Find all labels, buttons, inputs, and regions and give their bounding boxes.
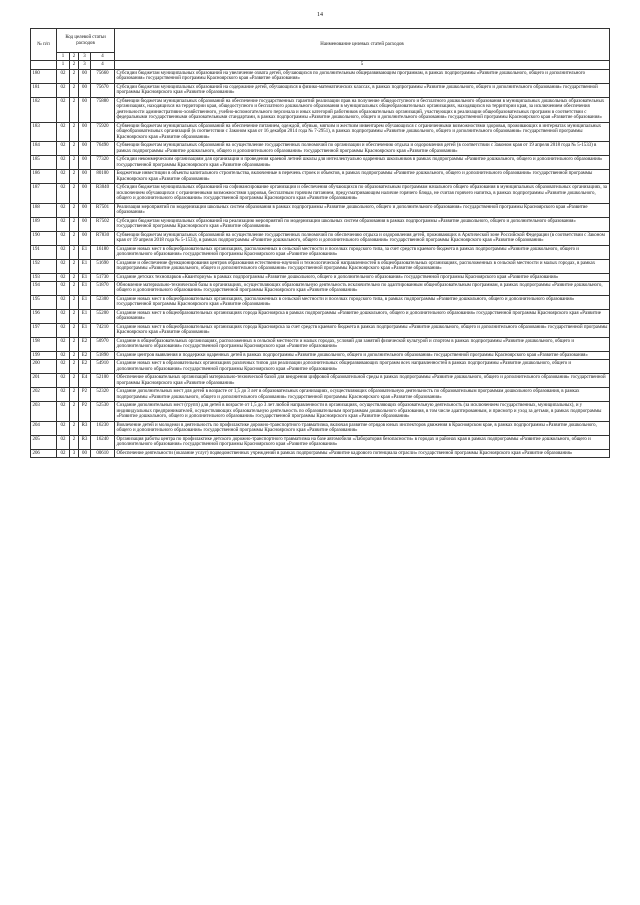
page-number: 14 <box>317 12 323 18</box>
row-number: 197 <box>31 323 57 337</box>
row-number: 204 <box>31 421 57 435</box>
code-main-event: E1 <box>79 273 91 281</box>
code-direction: 55200 <box>91 309 115 323</box>
col-header-code-4: 4 <box>91 53 115 61</box>
row-number: 185 <box>31 156 57 170</box>
table-row <box>31 97 610 122</box>
code-main-event: 00 <box>79 69 91 83</box>
code-subprogram: 2 <box>70 156 79 170</box>
code-direction: 52530 <box>91 402 115 421</box>
code-program: 02 <box>57 97 70 122</box>
table-row <box>31 184 610 203</box>
code-program: 02 <box>57 295 70 309</box>
table-row <box>31 273 610 281</box>
row-number: 184 <box>31 142 57 156</box>
code-main-event: 00 <box>79 231 91 245</box>
code-subprogram: 2 <box>70 281 79 295</box>
row-description: Субвенции бюджетам муниципальных образований на обеспечение питанием, одеждой, обувью, мягким и жестким инвентарем обучающихся с ограниченными возможностями здоровья, проживающих в интернатах муниципальных общеобразовательных организаций (в соответствии с Законом края от 16 декабря 2014 года № 7-2951), в рамках подпрограммы «Развитие дошкольного, общего и дополнительного образования» государственной программы Красноярского края «Развитие образования» <box>115 122 610 141</box>
code-direction: 77320 <box>91 156 115 170</box>
column-index-row <box>31 61 610 69</box>
code-program: 02 <box>57 449 70 457</box>
row-number: 195 <box>31 295 57 309</box>
row-description: Создание новых мест в общеобразовательных организациях, расположенных в сельской местности и поселках городского типа, за счет средств краевого бюджета в рамках подпрограммы «Развитие дошкольного, общего и дополнительного образования» государственной программы Красноярского края «Развитие образования» <box>115 245 610 259</box>
code-program: 02 <box>57 337 70 351</box>
row-number: 196 <box>31 309 57 323</box>
column-index-6: 5 <box>115 61 610 69</box>
row-description: Субвенции бюджетам муниципальных образований на осуществление государственных полномочий по обеспечению отдыха и оздоровления детей, проживающих в Арктической зоне Российской Федерации (в соответствии с Законом края от 19 апреля 2018 года № 5-1533), в рамках подпрограммы «Развитие дошкольного, общего и дополнительного образования» государственной программы Красноярского края «Развитие образования» <box>115 231 610 245</box>
row-description: Создание новых мест в общеобразовательных организациях, расположенных в сельской местности и поселках городского типа, в рамках подпрограммы «Развитие дошкольного, общего и дополнительного образования» государственной программы Красноярского края «Развитие образования» <box>115 295 610 309</box>
code-program: 02 <box>57 83 70 97</box>
code-main-event: R3 <box>79 421 91 435</box>
code-main-event: 00 <box>79 203 91 217</box>
code-program: 02 <box>57 217 70 231</box>
code-program: 02 <box>57 170 70 184</box>
table-row <box>31 449 610 457</box>
code-subprogram: 2 <box>70 388 79 402</box>
code-subprogram: 2 <box>70 170 79 184</box>
code-program: 02 <box>57 69 70 83</box>
col-header-name: Наименование целевых статей расходов <box>115 29 610 61</box>
row-number: 198 <box>31 337 57 351</box>
row-description: Вовлечение детей и молодежи в деятельность по профилактике дорожно-транспортного травматизма, включая развитие отрядов юных инспекторов движения в Красноярском крае, в рамках подпрограммы «Развитие дошкольного, общего и дополнительного образования» государственной программы Красноярского края «Развитие образования» <box>115 421 610 435</box>
row-number: 192 <box>31 259 57 273</box>
row-number: 186 <box>31 170 57 184</box>
code-main-event: 00 <box>79 217 91 231</box>
code-program: 02 <box>57 309 70 323</box>
table-row <box>31 435 610 449</box>
table-row <box>31 421 610 435</box>
code-subprogram: 2 <box>70 323 79 337</box>
row-description: Субсидии некоммерческим организациям для организации и проведения краевой летней школы для интеллектуально одаренных школьников в рамках подпрограммы «Развитие дошкольного, общего и дополнительного образования» государственной программы Красноярского края «Развитие образования» <box>115 156 610 170</box>
code-program: 02 <box>57 142 70 156</box>
column-index-1 <box>31 61 57 69</box>
code-main-event: 00 <box>79 83 91 97</box>
code-direction: 52100 <box>91 374 115 388</box>
row-description: Субсидии бюджетам муниципальных образований на увеличение охвата детей, обучающихся по дополнительным общеразвивающим программам, в рамках подпрограммы «Развитие дошкольного, общего и дополнительного образования» государственной программы Красноярского края «Развитие образования» <box>115 69 610 83</box>
row-description: Обновление материально-технической базы в организациях, осуществляющих образовательную деятельность исключительно по адаптированным общеобразовательным программам, в рамках подпрограммы «Развитие дошкольного, общего и дополнительного образования» государственной программы Красноярского края «Развитие образования» <box>115 281 610 295</box>
code-subprogram: 2 <box>70 309 79 323</box>
table-row <box>31 374 610 388</box>
code-program: 02 <box>57 203 70 217</box>
row-number: 188 <box>31 203 57 217</box>
row-number: 183 <box>31 122 57 141</box>
row-number: 200 <box>31 360 57 374</box>
code-program: 02 <box>57 323 70 337</box>
code-main-event: E4 <box>79 374 91 388</box>
code-subprogram: 2 <box>70 245 79 259</box>
table-row <box>31 83 610 97</box>
table-row <box>31 217 610 231</box>
code-direction: 75920 <box>91 122 115 141</box>
code-direction: 52320 <box>91 388 115 402</box>
row-description: Создание детских технопарков «Кванториум» в рамках подпрограммы «Развитие дошкольного, общего и дополнительного образования» государственной программы Красноярского края «Развитие образования» <box>115 273 610 281</box>
code-direction: R7501 <box>91 203 115 217</box>
code-subprogram: 2 <box>70 203 79 217</box>
code-subprogram: 2 <box>70 402 79 421</box>
code-main-event: 00 <box>79 122 91 141</box>
code-program: 02 <box>57 156 70 170</box>
row-number: 187 <box>31 184 57 203</box>
col-header-code-2: 2 <box>70 53 79 61</box>
code-subprogram: 2 <box>70 231 79 245</box>
col-header-code-group: Код целевой статьи расходов <box>57 29 115 53</box>
col-header-code-1: 1 <box>57 53 70 61</box>
column-index-5: 4 <box>91 61 115 69</box>
row-number: 203 <box>31 402 57 421</box>
code-program: 02 <box>57 231 70 245</box>
code-main-event: E2 <box>79 360 91 374</box>
code-subprogram: 2 <box>70 217 79 231</box>
code-direction: 74210 <box>91 323 115 337</box>
row-number: 199 <box>31 351 57 359</box>
code-main-event: 00 <box>79 142 91 156</box>
code-program: 02 <box>57 360 70 374</box>
table-row <box>31 295 610 309</box>
code-subprogram: 2 <box>70 184 79 203</box>
code-subprogram: 3 <box>70 449 79 457</box>
row-number: 193 <box>31 273 57 281</box>
col-header-num: № п/п <box>31 29 57 61</box>
code-program: 02 <box>57 402 70 421</box>
row-description: Создание дополнительных мест (групп) для детей в возрасте от 1,5 до 3 лет любой направленности в организациях, осуществляющих образовательную деятельность (за исключением государственных, муниципальных), и у индивидуальных предпринимателей, осуществляющих образовательную деятельность по образовательным программам дошкольного образования, в том числе адаптированным, и присмотр и уход за детьми, в рамках подпрограммы «Развитие дошкольного, общего и дополнительного образования» государственной программы Красноярского края «Развитие образования» <box>115 402 610 421</box>
code-subprogram: 2 <box>70 273 79 281</box>
row-description: Бюджетные инвестиции в объекты капитального строительства, включенные в перечень строек и объектов, в рамках подпрограммы «Развитие дошкольного, общего и дополнительного образования» государственной программы Красноярского края «Развитие образования» <box>115 170 610 184</box>
row-description: Создание новых мест в общеобразовательных организациях города Красноярска за счет средств краевого бюджета в рамках подпрограммы «Развитие дошкольного, общего и дополнительного образования» государственной программы Красноярского края «Развитие образования» <box>115 323 610 337</box>
code-direction: 51870 <box>91 281 115 295</box>
code-direction: 75670 <box>91 83 115 97</box>
table-row <box>31 309 610 323</box>
code-main-event: 00 <box>79 184 91 203</box>
code-direction: 75880 <box>91 97 115 122</box>
target-articles-table <box>30 28 610 458</box>
code-direction: 16180 <box>91 245 115 259</box>
code-direction: 52300 <box>91 295 115 309</box>
code-main-event: E1 <box>79 323 91 337</box>
code-main-event: 00 <box>79 449 91 457</box>
code-main-event: E2 <box>79 351 91 359</box>
table-row <box>31 281 610 295</box>
code-direction: 16240 <box>91 435 115 449</box>
code-main-event: E1 <box>79 281 91 295</box>
code-subprogram: 2 <box>70 360 79 374</box>
code-subprogram: 2 <box>70 142 79 156</box>
row-number: 201 <box>31 374 57 388</box>
row-description: Создание дополнительных мест для детей в возрасте от 1,5 до 3 лет в образовательных организациях, осуществляющих образовательную деятельность по образовательным программам дошкольного образования, в рамках подпрограммы «Развитие дошкольного, общего и дополнительного образования» государственной программы Красноярского края «Развитие образования» <box>115 388 610 402</box>
table-row <box>31 156 610 170</box>
code-main-event: P2 <box>79 402 91 421</box>
row-number: 190 <box>31 231 57 245</box>
code-direction: 00610 <box>91 449 115 457</box>
code-direction: R7830 <box>91 231 115 245</box>
code-main-event: E2 <box>79 337 91 351</box>
code-main-event: P2 <box>79 388 91 402</box>
code-subprogram: 2 <box>70 259 79 273</box>
table-row <box>31 337 610 351</box>
code-subprogram: 2 <box>70 295 79 309</box>
row-description: Создание новых мест в общеобразовательных организациях города Красноярска в рамках подпрограммы «Развитие дошкольного, общего и дополнительного образования» государственной программы Красноярского края «Развитие образования» <box>115 309 610 323</box>
table-row <box>31 245 610 259</box>
table-row <box>31 69 610 83</box>
code-program: 02 <box>57 281 70 295</box>
column-index-2: 1 <box>57 61 70 69</box>
code-subprogram: 2 <box>70 351 79 359</box>
code-program: 02 <box>57 435 70 449</box>
code-program: 02 <box>57 388 70 402</box>
code-subprogram: 2 <box>70 69 79 83</box>
code-main-event: E1 <box>79 259 91 273</box>
code-main-event: R3 <box>79 435 91 449</box>
row-number: 191 <box>31 245 57 259</box>
code-direction: 51690 <box>91 259 115 273</box>
code-main-event: 00 <box>79 156 91 170</box>
table-row <box>31 351 610 359</box>
row-description: Создание и обеспечение функционирования центров образования естественно-научной и технологической направленностей в общеобразовательных организациях, расположенных в сельской местности и малых городах, в рамках подпрограммы «Развитие дошкольного, общего и дополнительного образования» государственной программы Красноярского края «Развитие образования» <box>115 259 610 273</box>
row-number: 182 <box>31 97 57 122</box>
row-description: Обеспечение деятельности (оказание услуг) подведомственных учреждений в рамках подпрограммы «Развитие кадрового потенциала отрасли» государственной программы Красноярского края «Развитие образования» <box>115 449 610 457</box>
table-row <box>31 259 610 273</box>
row-description: Субвенции бюджетам муниципальных образований на обеспечение государственных гарантий реализации прав на получение общедоступного и бесплатного дошкольного образования в муниципальных дошкольных образовательных организациях, находящихся на территории края, общедоступного и бесплатного дошкольного образования в муниципальных общеобразовательных организациях, находящихся на территории края, за исключением обеспечения деятельности административно-хозяйственного, учебно-вспомогательного персонала и иных категорий работников образовательных организаций, участвующих в реализации общеобразовательных программ в соответствии с федеральными государственными образовательными стандартами, в рамках подпрограммы «Развитие дошкольного, общего и дополнительного образования» государственной программы Красноярского края «Развитие образования» <box>115 97 610 122</box>
code-subprogram: 2 <box>70 97 79 122</box>
table-row <box>31 122 610 141</box>
table-row <box>31 231 610 245</box>
row-number: 206 <box>31 449 57 457</box>
code-program: 02 <box>57 184 70 203</box>
table-row <box>31 203 610 217</box>
code-program: 02 <box>57 273 70 281</box>
row-description: Создание новых мест в образовательных организациях различных типов для реализации дополнительных общеразвивающих программ всех направленностей в рамках подпрограммы «Развитие дошкольного, общего и дополнительного образования» государственной программы Красноярского края «Развитие образования» <box>115 360 610 374</box>
code-main-event: E1 <box>79 295 91 309</box>
row-description: Создание центров выявления и поддержки одаренных детей в рамках подпрограммы «Развитие дошкольного, общего и дополнительного образования» государственной программы Красноярского края «Развитие образования» <box>115 351 610 359</box>
row-description: Обеспечение образовательных организаций материально-технической базой для внедрения цифровой образовательной среды в рамках подпрограммы «Развитие дошкольного, общего и дополнительного образования» государственной программы Красноярского края «Развитие образования» <box>115 374 610 388</box>
code-main-event: E1 <box>79 245 91 259</box>
code-direction: 80100 <box>91 170 115 184</box>
row-description: Субвенции бюджетам муниципальных образований на осуществление государственных полномочий по организации и обеспечению отдыха и оздоровления детей (в соответствии с Законом края от 19 апреля 2018 года № 5-1533) в рамках подпрограммы «Развитие дошкольного, общего и дополнительного образования» государственной программы Красноярского края «Развитие образования» <box>115 142 610 156</box>
table-row <box>31 402 610 421</box>
row-description: Субсидии бюджетам муниципальных образований на софинансирование организации и обеспечения обучающихся по образовательным программам начального общего образования в муниципальных образовательных организациях, за исключением обучающихся с ограниченными возможностями здоровья, бесплатным горячим питанием, предусматривающим наличие горячего блюда, не считая горячего напитка, в рамках подпрограммы «Развитие дошкольного, общего и дополнительного образования» государственной программы Красноярского края «Развитие образования» <box>115 184 610 203</box>
code-program: 02 <box>57 351 70 359</box>
col-header-code-3: 3 <box>79 53 91 61</box>
code-program: 02 <box>57 245 70 259</box>
code-main-event: 00 <box>79 170 91 184</box>
code-direction: 51730 <box>91 273 115 281</box>
code-direction: R7502 <box>91 217 115 231</box>
code-main-event: E1 <box>79 309 91 323</box>
row-description: Субсидии бюджетам муниципальных образований на содержание детей, обучающихся в физико-математических классах, в рамках подпрограммы «Развитие дошкольного, общего и дополнительного образования» государственной программы Красноярского края «Развитие образования» <box>115 83 610 97</box>
table-row <box>31 142 610 156</box>
code-direction: 16230 <box>91 421 115 435</box>
row-number: 205 <box>31 435 57 449</box>
table-row <box>31 170 610 184</box>
code-direction: 50970 <box>91 337 115 351</box>
code-direction: 51890 <box>91 351 115 359</box>
code-direction: 76490 <box>91 142 115 156</box>
row-number: 202 <box>31 388 57 402</box>
code-subprogram: 2 <box>70 83 79 97</box>
table-row <box>31 360 610 374</box>
code-subprogram: 2 <box>70 337 79 351</box>
column-index-4: 3 <box>79 61 91 69</box>
row-number: 189 <box>31 217 57 231</box>
row-number: 180 <box>31 69 57 83</box>
code-main-event: 00 <box>79 97 91 122</box>
row-description: Создание в общеобразовательных организациях, расположенных в сельской местности и малых городах, условий для занятий физической культурой и спортом в рамках подпрограммы «Развитие дошкольного, общего и дополнительного образования» государственной программы Красноярского края «Развитие образования» <box>115 337 610 351</box>
code-program: 02 <box>57 122 70 141</box>
code-program: 02 <box>57 259 70 273</box>
code-direction: R3040 <box>91 184 115 203</box>
row-description: Реализация мероприятий по модернизации школьных систем образования в рамках подпрограммы «Развитие дошкольного, общего и дополнительного образования» государственной программы Красноярского края «Развитие образования» <box>115 203 610 217</box>
code-direction: 75660 <box>91 69 115 83</box>
code-program: 02 <box>57 374 70 388</box>
row-description: Субсидии бюджетам муниципальных образований на реализацию мероприятий по модернизации школьных систем образования в рамках подпрограммы «Развитие дошкольного, общего и дополнительного образования» государственной программы Красноярского края «Развитие образования» <box>115 217 610 231</box>
code-subprogram: 2 <box>70 374 79 388</box>
code-program: 02 <box>57 421 70 435</box>
code-subprogram: 2 <box>70 435 79 449</box>
table-row <box>31 388 610 402</box>
row-number: 181 <box>31 83 57 97</box>
row-number: 194 <box>31 281 57 295</box>
code-direction: 54910 <box>91 360 115 374</box>
row-description: Организация работы центра по профилактике детского дорожно-транспортного травматизма на базе автомобиля «Лаборатория безопасности» в городах и районах края в рамках подпрограммы «Развитие дошкольного, общего и дополнительного образования» государственной программы Красноярского края «Развитие образования» <box>115 435 610 449</box>
column-index-3: 2 <box>70 61 79 69</box>
code-subprogram: 2 <box>70 421 79 435</box>
code-subprogram: 2 <box>70 122 79 141</box>
table-row <box>31 323 610 337</box>
